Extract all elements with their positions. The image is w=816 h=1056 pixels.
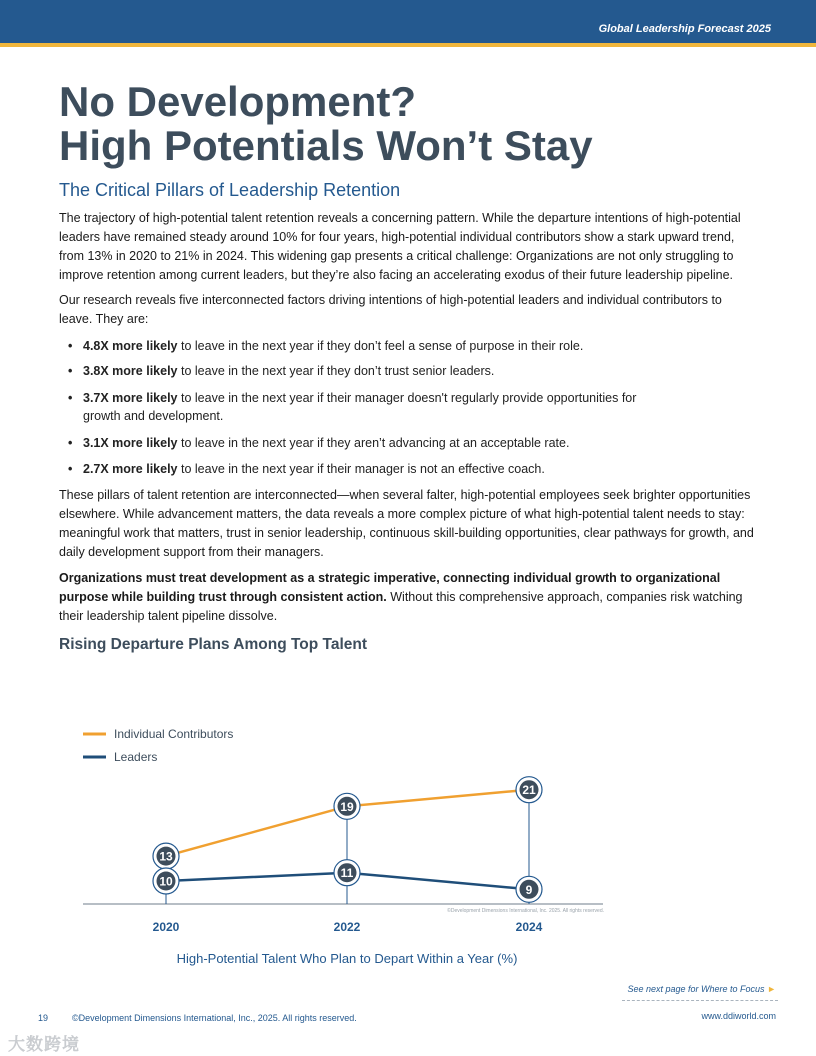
next-page-link[interactable]: [627, 984, 776, 994]
footer-copyright: ©Development Dimensions International, Inc., 2025. All rights reserved.: [72, 1013, 357, 1023]
data-label: 21: [522, 783, 536, 798]
factor-multiplier: 3.1X more likely: [83, 436, 178, 450]
list-item: [68, 460, 683, 478]
intro-paragraph: The trajectory of high-potential talent retention reveals a concerning pattern. While the departure intentions of high-potential leaders have remained steady around 10% for four years, high-potential individual contributors show a stark upward trend, from 13% in 2020 to 21% in 2024. This widening gap presents a critical challenge: Organizations are not only struggling to improve retention among current leaders, but they’re also facing an accelerating exodus of their future leadership pipeline.: [59, 211, 741, 282]
data-label: 9: [525, 882, 533, 897]
list-item: [68, 362, 683, 380]
factor-text: to leave in the next year if their manager is not an effective coach.: [177, 462, 545, 476]
header-accent-stripe: [0, 43, 816, 47]
chart-title: Rising Departure Plans Among Top Talent: [59, 636, 368, 653]
play-arrow-icon: ►: [767, 984, 776, 994]
section-subtitle: The Critical Pillars of Leadership Retention: [59, 180, 401, 200]
factor-multiplier: 3.8X more likely: [83, 364, 178, 378]
watermark-logo: 大数跨境: [8, 1035, 80, 1054]
chart-copyright: ©Development Dimensions International, Inc. 2025. All rights reserved.: [447, 908, 604, 914]
page-title-line-2: High Potentials Won’t Stay: [59, 122, 593, 169]
x-tick-label: 2024: [515, 920, 543, 934]
header-bar: [0, 0, 816, 43]
x-axis-label: High-Potential Talent Who Plan to Depart Within a Year (%): [176, 951, 518, 966]
factor-text: to leave in the next year if they aren’t advancing at an acceptable rate.: [177, 436, 570, 450]
factor-text: to leave in the next year if their manager doesn't regularly provide opportunities for growth and development.: [83, 391, 637, 423]
factor-multiplier: 4.8X more likely: [83, 339, 178, 353]
data-label: 13: [159, 849, 173, 864]
legend-label: Individual Contributors: [114, 727, 234, 741]
page-number: 19: [38, 1013, 49, 1023]
departure-line-chart: [0, 700, 816, 975]
x-tick-label: 2020: [152, 920, 180, 934]
footer-divider: [622, 1000, 778, 1001]
next-page-text: See next page for Where to Focus: [627, 984, 765, 994]
list-item: [68, 434, 683, 452]
legend-label: Leaders: [114, 750, 158, 764]
conclusion-paragraph: [59, 569, 759, 626]
conclusion-bold: Organizations must treat development as a strategic imperative, connecting individual growth to organizational purpose while building trust through consistent action.: [59, 571, 721, 604]
page-title: [59, 80, 593, 168]
list-item: [68, 389, 643, 425]
x-tick-label: 2022: [333, 920, 361, 934]
factor-text: to leave in the next year if they don’t feel a sense of purpose in their role.: [177, 339, 584, 353]
factor-text: to leave in the next year if they don’t trust senior leaders.: [177, 364, 495, 378]
website-link[interactable]: www.ddiworld.com: [701, 1011, 776, 1021]
list-item: [68, 337, 683, 355]
data-label: 19: [340, 799, 354, 814]
page-title-line-1: No Development?: [59, 78, 417, 125]
factor-multiplier: 3.7X more likely: [83, 391, 178, 405]
conclusion-rest: Without this comprehensive approach, companies risk watching their leadership talent pipeline dissolve.: [59, 590, 743, 623]
factors-paragraph: Our research reveals five interconnected factors driving intentions of high-potential leaders and individual contributors to leave. They are:: [59, 293, 722, 326]
factor-multiplier: 2.7X more likely: [83, 462, 178, 476]
pillars-paragraph: These pillars of talent retention are interconnected—when several falter, high-potential employees seek brighter opportunities elsewhere. While advancement matters, the data reveals a more complex picture of what high-potential talent needs to stay: meaningful work that matters, trust in senior leadership, continuous skill-building opportunities, clear pathways for growth, and daily development support from their managers.: [59, 488, 754, 559]
data-label: 11: [340, 866, 354, 881]
report-title: Global Leadership Forecast 2025: [598, 23, 771, 35]
data-label: 10: [159, 874, 173, 889]
